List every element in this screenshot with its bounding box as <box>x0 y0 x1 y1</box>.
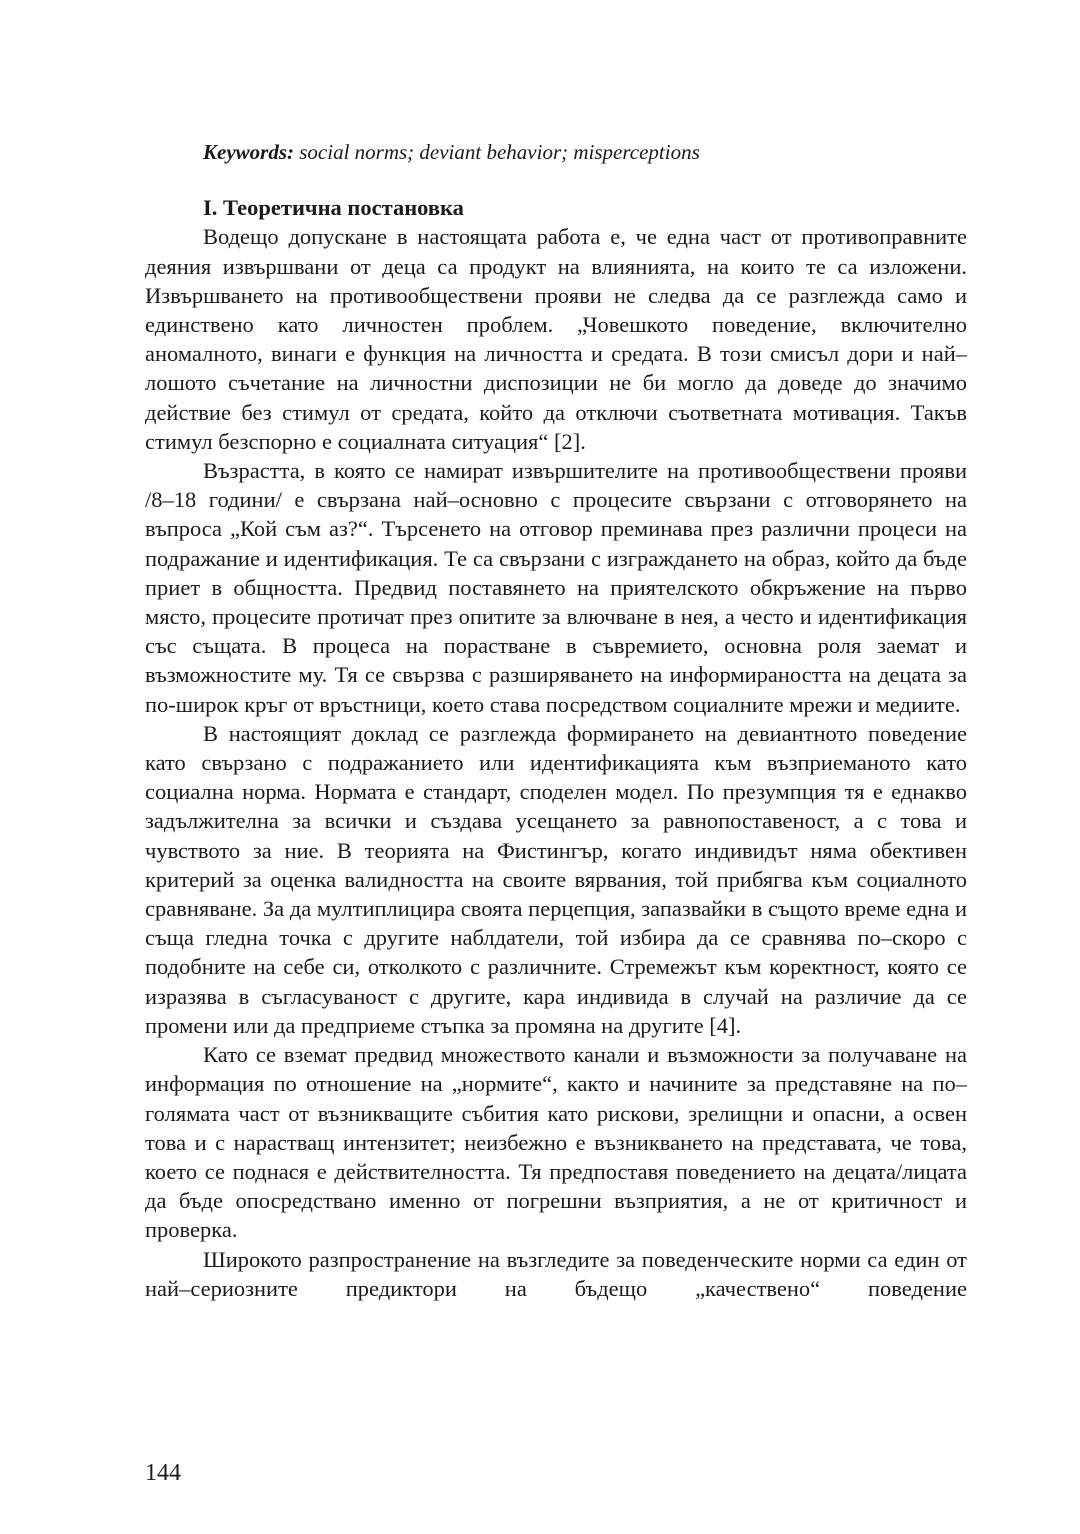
paragraph-1: Водещо допускане в настоящата работа е, че една част от противоправните деяния извършвани от деца са продукт на влиянията, на които те са изложени. Извършването на противообществени прояви не следва да се разглежда само и единствено като личностен проблем. „Човешкото поведение, включително аномалното, винаги е функция на личността и средата. В този смисъл дори и най–лошото съчетание на личностни диспозиции не би могло да доведе до значимо действие без стимул от средата, който да отключи съответната мотивация. Такъв стимул безспорно е социалната ситуация“ [2]. <box>145 224 967 454</box>
paragraph-5: Широкото разпространение на възгледите за поведенческите норми са един от най–сериозните предиктори на бъдещо „качествено“ поведение <box>145 1246 967 1301</box>
section-heading: I. Теоретична постановка <box>203 195 464 221</box>
keywords-label: Keywords: <box>203 140 294 164</box>
body-text <box>145 138 967 1303</box>
paragraph-4: Като се вземат предвид множеството канали и възможности за получаване на информация по отношение на „нормите“, както и начините за представяне на по–голямата част от възникващите събития като рискови, зрелищни и опасни, а освен това и с нарастващ интензитет; неизбежно е възникването на представата, че това, което се поднася е действителността. Тя предпоставя поведението на децата/лицата да бъде опосредствано именно от погрешни възприятия, а не от критичност и проверка. <box>145 1042 967 1243</box>
paragraph-3: В настоящият доклад се разглежда формирането на девиантното поведение като свързано с подражанието или идентификацията към възприеманото като социална норма. Нормата е стандарт, споделен модел. По презумпция тя е еднакво задължителна за всички и създава усещането за равнопоставеност, а с това и чувството за ние. В теорията на Фистингър, когато индивидът няма обективен критерий за оценка валидността на своите вярвания, той прибягва към социалното сравняване. За да мултиплицира своята перцепция, запазвайки в същото време една и съща гледна точка с другите наблдатели, той избира да се сравнява по–скоро с подобните на себе си, отколкото с различните. Стремежът към коректност, която се изразява в съгласуваност с другите, кара индивида в случай на различие да се промени или да предприеме стъпка за промяна на другите [4]. <box>145 720 967 1038</box>
keywords-line <box>145 138 967 167</box>
keywords-text: social norms; deviant behavior; misperceptions <box>294 140 700 164</box>
page-number: 144 <box>145 1460 181 1486</box>
paragraph-2: Възрастта, в която се намират извършителите на противообществени прояви /8–18 години/ е свързана най–основно с процесите свързани с отговорянето на въпроса „Кой съм аз?“. Търсенето на отговор преминава през различни процеси на подражание и идентификация. Те са свързани с изграждането на образ, който да бъде приет в общността. Предвид поставянето на приятелското обкръжение на първо място, процесите протичат през опитите за влючване в нея, а често и идентификация със същата. В процеса на порастване в съвремието, основна роля заемат и възможностите му. Тя се свързва с разширяването на информираността на децата за по-широк кръг от връстници, което става посредством социалните мрежи и медиите. <box>145 458 967 717</box>
